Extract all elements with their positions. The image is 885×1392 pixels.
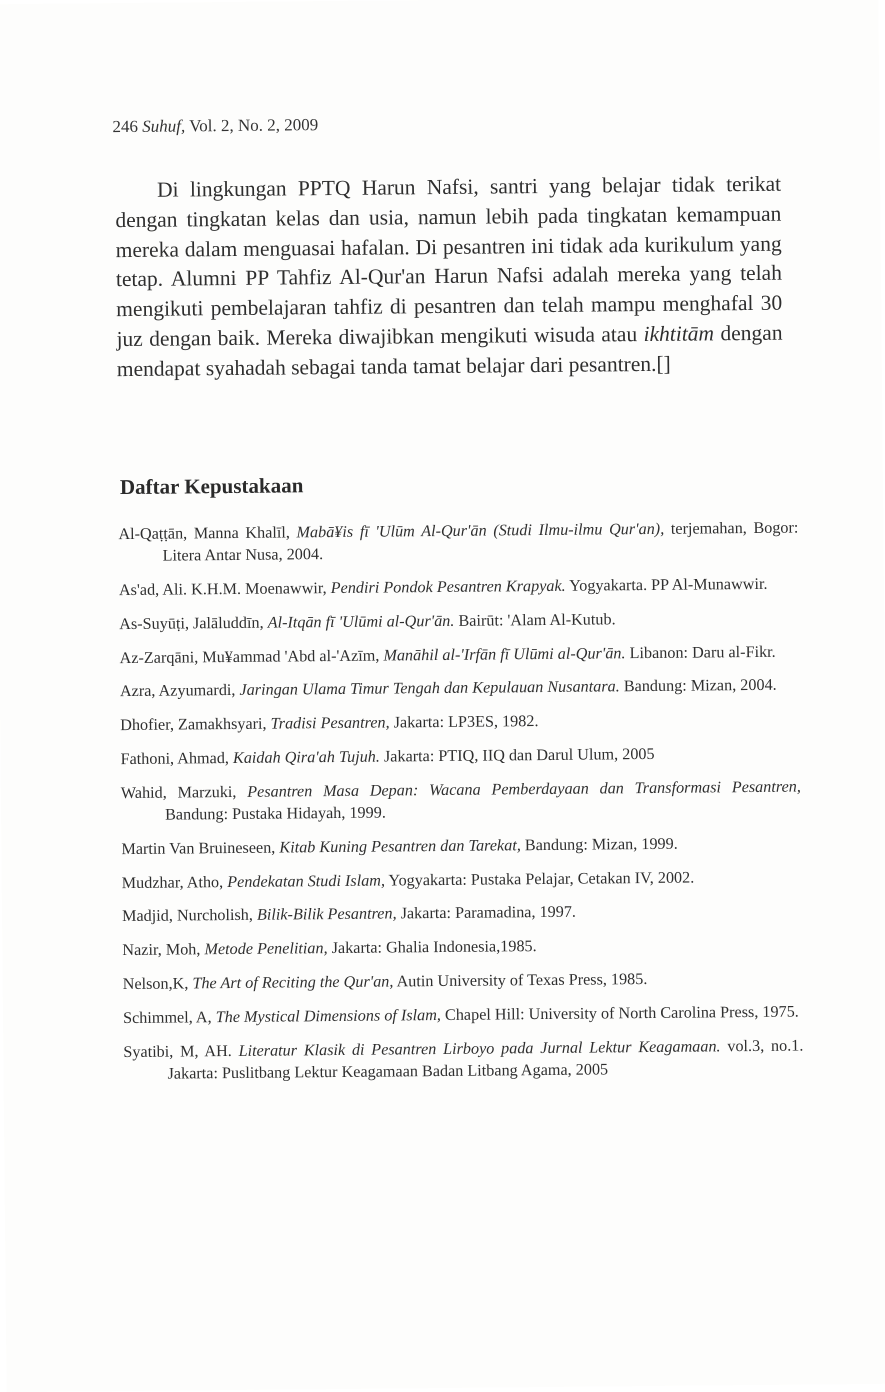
reference-publication: terjemahan, Bogor: Litera Antar Nusa, 2004. xyxy=(162,518,799,565)
reference-author: Al-Qaṭṭān, Manna Khalīl, xyxy=(118,523,290,544)
reference-entry xyxy=(123,1034,803,1085)
reference-author: As'ad, Ali. K.H.M. Moenawwir, xyxy=(118,579,327,600)
bibliography-list xyxy=(118,517,803,1097)
reference-author: As-Suyūṭi, Jalāluddīn, xyxy=(119,613,264,633)
reference-entry xyxy=(121,775,801,826)
reference-publication: Chapel Hill: University of North Carolina Press, 1975. xyxy=(444,1002,799,1024)
reference-author: Nelson,K, xyxy=(122,974,189,994)
reference-entry xyxy=(122,865,802,894)
running-head xyxy=(112,115,318,137)
reference-author: Syatibi, M, AH. xyxy=(123,1041,232,1061)
reference-entry xyxy=(120,742,800,771)
reference-publication: Jakarta: Ghalia Indonesia,1985. xyxy=(331,937,537,958)
reference-title: Metode Penelitian, xyxy=(204,939,328,959)
reference-author: Nazir, Moh, xyxy=(122,940,201,960)
body-paragraph xyxy=(115,170,783,385)
reference-entry xyxy=(123,1000,803,1029)
reference-publication: Bandung: Mizan, 1999. xyxy=(524,834,678,854)
bibliography-heading: Daftar Kepustakaan xyxy=(119,473,304,500)
reference-title: Kitab Kuning Pesantren dan Tarekat, xyxy=(279,836,521,857)
reference-entry xyxy=(120,708,800,737)
reference-entry xyxy=(119,640,799,669)
reference-entry xyxy=(122,899,802,928)
reference-title: Pendekatan Studi Islam, xyxy=(227,871,386,891)
reference-publication: vol.3, no.1. Jakarta: Puslitbang Lektur Keagamaan Badan Litbang Agama, 2005 xyxy=(167,1036,804,1083)
reference-entry xyxy=(119,606,799,635)
reference-title: Al-Itqān fī 'Ulūmi al-Qur'ān. xyxy=(267,611,455,632)
reference-entry xyxy=(121,831,801,860)
reference-publication: Libanon: Daru al-Fikr. xyxy=(629,642,776,662)
reference-author: Wahid, Marzuki, xyxy=(120,782,237,802)
reference-title: The Art of Reciting the Qur'an, xyxy=(192,972,394,993)
reference-publication: Jakarta: PTIQ, IIQ dan Darul Ulum, 2005 xyxy=(383,744,655,766)
reference-title: Jaringan Ulama Timur Tengah dan Kepulauan Nusantara. xyxy=(239,677,620,700)
volume-info: Vol. 2, No. 2, 2009 xyxy=(189,115,319,136)
reference-entry xyxy=(120,674,800,703)
reference-title: Bilik-Bilik Pesantren, xyxy=(256,904,397,925)
reference-publication: Bairūt: 'Alam Al-Kutub. xyxy=(458,610,616,630)
reference-author: Mudzhar, Atho, xyxy=(121,872,224,892)
reference-entry xyxy=(118,517,798,568)
reference-title: Pendiri Pondok Pesantren Krapyak. xyxy=(330,576,566,598)
paragraph-text-start: Di lingkungan PPTQ Harun Nafsi, santri yang belajar tidak terikat dengan tingkatan kelas dan usia, namun lebih pada tingkatan kemampuan mereka dalam menguasai hafalan. Di pesantren ini tidak ada kurikulum yang tetap. Alumni PP Tahfiz Al-Qur'an Harun Nafsi adalah mereka yang telah mengikuti pembelajaran tahfiz di pesantren dan telah mampu menghafal 30 juz dengan baik. Mereka diwajibkan mengikuti wisuda atau xyxy=(115,171,783,352)
reference-author: Azra, Azyumardi, xyxy=(119,681,236,701)
reference-publication: Yogyakarta: Pustaka Pelajar, Cetakan IV, 2002. xyxy=(388,868,695,890)
reference-publication: Yogyakarta. PP Al-Munawwir. xyxy=(569,574,768,595)
reference-author: Madjid, Nurcholish, xyxy=(121,906,253,926)
reference-publication: Jakarta: LP3ES, 1982. xyxy=(393,712,539,732)
page-number: 246 xyxy=(112,116,139,137)
paragraph-text-end: dengan mendapat syahadah sebagai tanda tamat belajar dari pesantren.[] xyxy=(116,320,783,381)
reference-title: Manāhil al-'Irfān fī Ulūmi al-Qur'ān. xyxy=(383,643,626,665)
reference-title: Tradisi Pesantren, xyxy=(270,713,390,733)
reference-entry xyxy=(123,967,803,996)
reference-title: Mabā¥is fī 'Ulūm Al-Qur'ān (Studi Ilmu-ilmu Qur'an), xyxy=(296,519,665,542)
reference-title: Literatur Klasik di Pesantren Lirboyo pada Jurnal Lektur Keagamaan. xyxy=(238,1036,721,1060)
reference-publication: Bandung: Mizan, 2004. xyxy=(623,676,777,696)
reference-publication: Jakarta: Paramadina, 1997. xyxy=(400,903,577,923)
paragraph-emphasis: ikhtitām xyxy=(643,321,715,347)
reference-publication: Bandung: Pustaka Hidayah, 1999. xyxy=(165,803,386,824)
reference-title: The Mystical Dimensions of Islam, xyxy=(215,1005,442,1026)
reference-author: Martin Van Bruineseen, xyxy=(121,838,276,858)
reference-author: Fathoni, Ahmad, xyxy=(120,749,230,769)
reference-publication: Autin University of Texas Press, 1985. xyxy=(396,969,648,991)
journal-name: Suhuf, xyxy=(142,116,186,136)
reference-author: Az-Zarqāni, Mu¥ammad 'Abd al-'Azīm, xyxy=(119,646,380,667)
reference-title: Pesantren Masa Depan: Wacana Pemberdayaan dan Transformasi Pesantren, xyxy=(247,777,801,801)
reference-author: Dhofier, Zamakhsyari, xyxy=(120,714,267,735)
reference-title: Kaidah Qira'ah Tujuh. xyxy=(232,747,380,767)
reference-entry xyxy=(122,933,802,962)
reference-author: Schimmel, A, xyxy=(122,1007,212,1027)
reference-entry xyxy=(119,573,799,602)
